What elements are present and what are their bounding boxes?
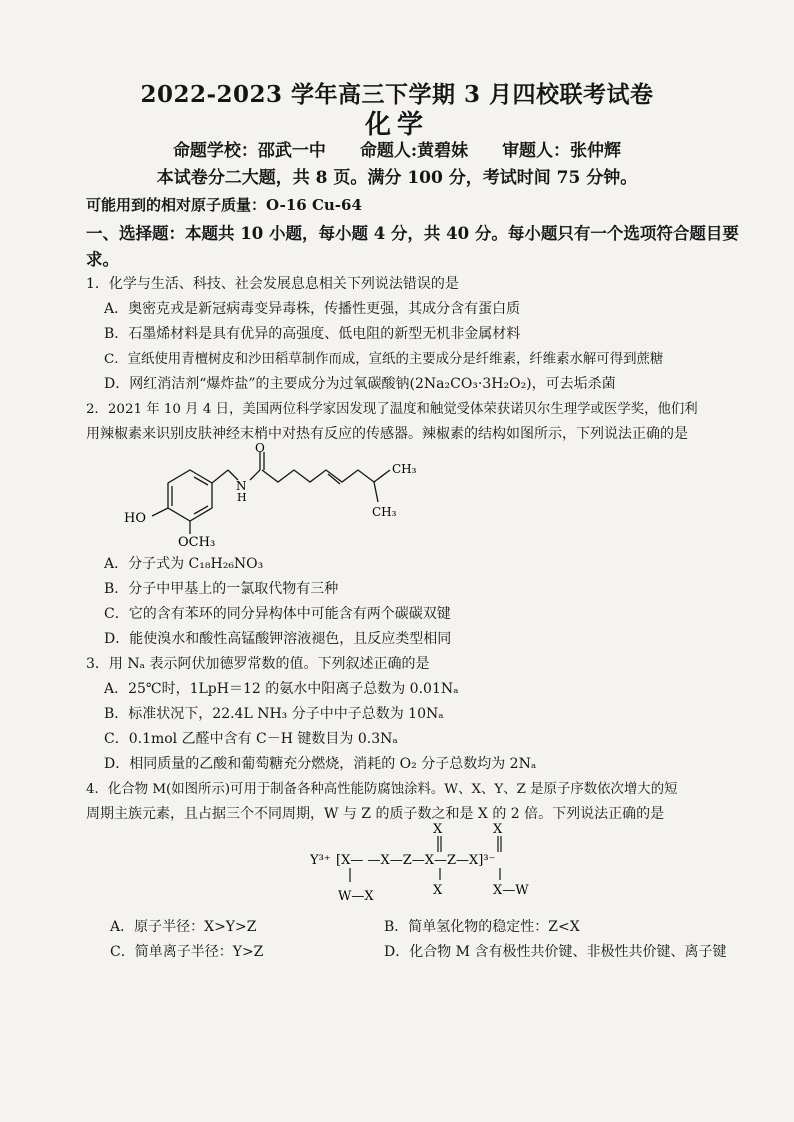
- compound-m-structure: [310, 820, 560, 910]
- bottom-x-label-1: X: [433, 883, 443, 898]
- question-2-stem-line1: 2．2021 年 10 月 4 日，美国两位科学家因发现了温度和触觉受体荣获诺贝尔生理学或医学奖，他们利: [86, 402, 698, 417]
- question-3-option-b: B．标准状况下，22.4L NH₃ 分子中中子总数为 10Nₐ: [104, 706, 444, 722]
- question-4-option-b: B．简单氢化物的稳定性：Z<X: [384, 919, 580, 935]
- anion-chain-label: [X— —X—Z—X—Z—X]³⁻: [336, 853, 496, 868]
- section-heading-line1: 一、选择题：本题共 10 小题，每小题 4 分，共 40 分。每小题只有一个选项符合题目要: [86, 224, 739, 243]
- question-4-option-c: C．简单离子半径：Y>Z: [110, 944, 264, 960]
- question-1-option-c: C．宣纸使用青檀树皮和沙田稻草制作而成，宣纸的主要成分是纤维素，纤维素水解可得到蔗糖: [104, 352, 664, 367]
- question-1-option-a: A．奥密克戎是新冠病毒变异毒株，传播性更强，其成分含有蛋白质: [104, 301, 521, 317]
- question-3-option-d: D．相同质量的乙酸和葡萄糖充分燃烧，消耗的 O₂ 分子总数均为 2Nₐ: [104, 756, 537, 772]
- question-4-option-d: D．化合物 M 含有极性共价键、非极性共价键、离子键: [384, 944, 727, 960]
- section-heading-line2: 求。: [86, 250, 119, 269]
- question-2-option-c: C．它的含有苯环的同分异构体中可能含有两个碳碳双键: [104, 606, 451, 622]
- reviewer-label: 审题人：张仲辉: [502, 141, 622, 161]
- amide-nitrogen-label: N: [236, 479, 247, 493]
- atomic-masses: 可能用到的相对原子质量：O-16 Cu-64: [86, 196, 362, 214]
- bottom-xw-label: X—W: [493, 883, 529, 898]
- subject-heading: 化学: [364, 110, 429, 140]
- methyl-label-lower: CH₃: [372, 505, 397, 519]
- question-4-stem-line1: 4．化合物 M(如图所示)可用于制备各种高性能防腐蚀涂料。W、X、Y、Z 是原子序数依次增大的短: [86, 782, 678, 797]
- school-label: 命题学校：邵武一中: [172, 141, 326, 161]
- question-1-stem: 1．化学与生活、科技、社会发展息息相关下列说法错误的是: [86, 276, 459, 292]
- methoxy-label: OCH₃: [178, 535, 216, 550]
- question-3-option-a: A．25℃时，1LpH＝12 的氨水中阳离子总数为 0.01Nₐ: [104, 681, 459, 697]
- top-x-label-1: X: [433, 822, 443, 837]
- question-2-option-d: D．能使溴水和酸性高锰酸钾溶液褪色，且反应类型相同: [104, 631, 452, 647]
- amide-hydrogen-label: H: [237, 491, 247, 504]
- carbonyl-oxygen-label: O: [255, 441, 265, 455]
- methyl-label-upper: CH₃: [392, 462, 417, 476]
- question-4-option-a: A．原子半径：X>Y>Z: [110, 919, 257, 935]
- question-2-option-b: B．分子中甲基上的一氯取代物有三种: [104, 581, 339, 597]
- question-1-option-d: D．网红消洁剂“爆炸盐”的主要成分为过氧碳酸钠(2Na₂CO₃·3H₂O₂)，可去垢杀菌: [104, 376, 616, 392]
- question-3-stem: 3．用 Nₐ 表示阿伏加德罗常数的值。下列叙述正确的是: [86, 656, 430, 672]
- cation-label: Y³⁺: [310, 853, 331, 868]
- question-2-option-a: A．分子式为 C₁₈H₂₆NO₃: [104, 556, 264, 572]
- exam-info: 本试卷分二大题，共 8 页。满分 100 分，考试时间 75 分钟。: [156, 168, 638, 188]
- top-x-label-2: X: [493, 822, 503, 837]
- exam-credits: [0, 136, 794, 161]
- question-3-option-c: C．0.1mol 乙醛中含有 C－H 键数目为 0.3Nₐ: [104, 731, 398, 747]
- question-4-stem-line2: 周期主族元素，且占据三个不同周期，W 与 Z 的质子数之和是 X 的 2 倍。下列说法正确的是: [86, 806, 665, 822]
- hydroxyl-label: HO: [124, 511, 146, 526]
- capsaicin-structure-diagram: [110, 440, 450, 555]
- question-1-option-b: B．石墨烯材料是具有优异的高强度、低电阻的新型无机非金属材料: [104, 326, 521, 342]
- exam-title: 2022-2023 学年高三下学期 3 月四校联考试卷: [140, 81, 654, 108]
- left-wx-label: W—X: [338, 889, 374, 904]
- question-2-stem-line2: 用辣椒素来识别皮肤神经末梢中对热有反应的传感器。辣椒素的结构如图所示，下列说法正确的是: [86, 426, 688, 442]
- author-label: 命题人:黄碧妹: [359, 141, 469, 161]
